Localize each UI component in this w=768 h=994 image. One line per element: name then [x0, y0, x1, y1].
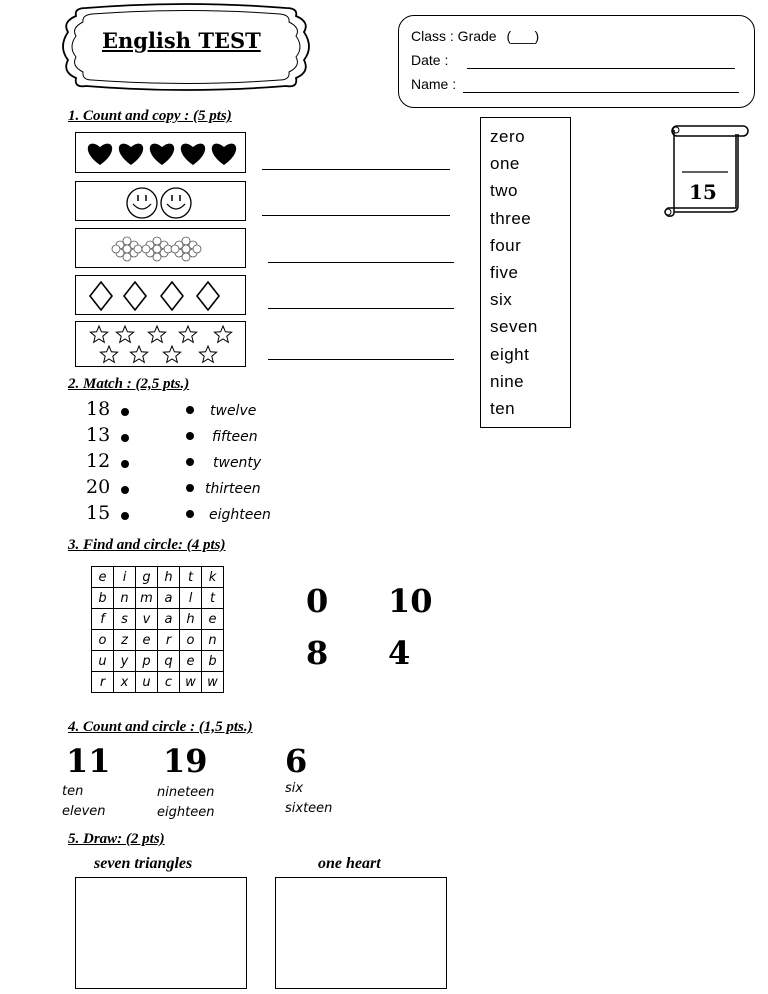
draw-caption-2: one heart — [318, 855, 381, 872]
diamond-icon — [124, 282, 146, 310]
count-box-diamonds — [75, 275, 246, 315]
word-list-item: one — [490, 154, 520, 174]
grid-cell[interactable]: o — [180, 630, 202, 651]
grid-cell[interactable]: o — [92, 630, 114, 651]
word-list-item: nine — [490, 371, 525, 391]
match-number: 12 — [86, 450, 111, 472]
grid-cell[interactable]: c — [158, 672, 180, 693]
grid-cell[interactable]: e — [180, 651, 202, 672]
answer-line-3 — [268, 262, 454, 263]
grid-cell[interactable]: u — [92, 651, 114, 672]
count-number-3: 6 — [285, 742, 308, 780]
scroll-icon — [660, 120, 752, 220]
section1-title: 1. Count and copy : (5 pts) — [68, 108, 232, 124]
count-box-flowers — [75, 228, 246, 268]
match-dot-left[interactable] — [121, 512, 129, 520]
match-word: eighteen — [209, 507, 271, 523]
section4-title: 4. Count and circle : (1,5 pts.) — [68, 719, 253, 735]
match-word: twelve — [210, 403, 257, 419]
score-scroll — [660, 120, 752, 220]
answer-line-5 — [268, 359, 454, 360]
word-list-item: eight — [490, 344, 530, 364]
student-info-box — [398, 15, 755, 108]
match-dot-left[interactable] — [121, 486, 129, 494]
star-icon — [148, 326, 165, 342]
draw-box-1[interactable] — [75, 877, 247, 989]
diamond-icon — [90, 282, 112, 310]
draw-caption-1: seven triangles — [94, 855, 193, 872]
star-icon — [179, 326, 196, 342]
grid-cell[interactable]: h — [158, 567, 180, 588]
flower-icon — [142, 237, 172, 261]
match-number: 13 — [86, 424, 111, 446]
grid-cell[interactable]: q — [158, 651, 180, 672]
smiley-icon — [161, 188, 191, 218]
heart-icon — [88, 144, 112, 165]
grid-cell[interactable]: l — [180, 588, 202, 609]
heart-icon — [119, 144, 143, 165]
match-number: 15 — [86, 502, 111, 524]
word-list-item: zero — [490, 127, 526, 146]
grid-cell[interactable]: u — [136, 672, 158, 693]
grid-cell[interactable]: a — [158, 609, 180, 630]
grid-cell[interactable]: y — [114, 651, 136, 672]
match-dot-right[interactable] — [186, 432, 194, 440]
draw-box-2[interactable] — [275, 877, 447, 989]
option-1b: eleven — [62, 804, 106, 819]
star-icon — [214, 326, 231, 342]
count-box-stars — [75, 321, 246, 367]
star-icon — [130, 346, 147, 362]
word-list-item: seven — [490, 317, 538, 337]
grid-cell[interactable]: k — [202, 567, 224, 588]
grid-cell[interactable]: n — [202, 630, 224, 651]
class-blank: (___) — [506, 28, 540, 44]
answer-line-1 — [262, 169, 450, 170]
section2-title: 2. Match : (2,5 pts.) — [68, 376, 190, 392]
date-label: Date : — [411, 52, 449, 68]
option-1a: ten — [62, 784, 84, 799]
match-dot-right[interactable] — [186, 510, 194, 518]
word-list-item: four — [490, 235, 522, 255]
match-word: thirteen — [205, 481, 261, 497]
option-3b: sixteen — [285, 801, 333, 816]
option-3a: six — [285, 781, 304, 796]
match-number: 20 — [86, 476, 111, 498]
section3-title: 3. Find and circle: (4 pts) — [68, 537, 226, 553]
heart-icon — [150, 144, 174, 165]
count-box-smileys — [75, 181, 246, 221]
word-list-item: five — [490, 262, 519, 282]
grid-cell[interactable]: t — [202, 588, 224, 609]
word-list-item: ten — [490, 398, 516, 418]
heart-icon — [212, 144, 236, 165]
count-number-2: 19 — [163, 742, 208, 780]
match-dot-left[interactable] — [121, 434, 129, 442]
count-number-1: 11 — [66, 742, 111, 780]
grid-cell[interactable]: e — [92, 567, 114, 588]
match-word: twenty — [213, 455, 262, 471]
grid-cell[interactable]: m — [136, 588, 158, 609]
star-icon — [199, 346, 216, 362]
heart-icon — [181, 144, 205, 165]
star-icon — [163, 346, 180, 362]
grid-cell[interactable]: g — [136, 567, 158, 588]
grid-cell[interactable]: w — [180, 672, 202, 693]
grid-cell[interactable]: b — [202, 651, 224, 672]
find-number-8: 8 — [306, 634, 329, 672]
grid-cell[interactable]: p — [136, 651, 158, 672]
smiley-icon — [127, 188, 157, 218]
grid-cell[interactable]: b — [92, 588, 114, 609]
option-2b: eighteen — [157, 805, 215, 820]
match-dot-left[interactable] — [121, 460, 129, 468]
flower-icon — [171, 237, 201, 261]
find-number-0: 0 — [306, 582, 329, 620]
diamond-icon — [197, 282, 219, 310]
date-line — [467, 68, 735, 69]
option-2a: nineteen — [157, 785, 215, 800]
grid-cell[interactable]: e — [202, 609, 224, 630]
star-icon — [100, 346, 117, 362]
grid-cell[interactable]: x — [114, 672, 136, 693]
grid-cell[interactable]: w — [202, 672, 224, 693]
find-number-4: 4 — [388, 634, 411, 672]
name-label: Name : — [411, 76, 457, 92]
match-word: fifteen — [212, 429, 258, 445]
grid-cell[interactable]: f — [92, 609, 114, 630]
count-box-hearts — [75, 132, 246, 173]
match-dot-right[interactable] — [186, 458, 194, 466]
star-icon — [90, 326, 107, 342]
answer-line-4 — [268, 308, 454, 309]
page-title: English TEST — [102, 28, 261, 53]
grid-cell[interactable]: e — [136, 630, 158, 651]
grid-cell[interactable]: h — [180, 609, 202, 630]
grid-cell[interactable]: r — [158, 630, 180, 651]
grid-cell[interactable]: a — [158, 588, 180, 609]
grid-cell[interactable]: t — [180, 567, 202, 588]
word-search-grid — [91, 566, 224, 693]
grid-cell[interactable]: i — [114, 567, 136, 588]
word-list-item: two — [490, 181, 518, 201]
class-label: Class : Grade — [411, 28, 497, 44]
match-dot-right[interactable] — [186, 484, 194, 492]
grid-cell[interactable]: r — [92, 672, 114, 693]
grid-cell[interactable]: z — [114, 630, 136, 651]
grid-cell[interactable]: v — [136, 609, 158, 630]
score-total: 15 — [689, 180, 717, 204]
match-dot-right[interactable] — [186, 406, 194, 414]
match-dot-left[interactable] — [121, 408, 129, 416]
diamond-icon — [161, 282, 183, 310]
section5-title: 5. Draw: (2 pts) — [68, 831, 165, 847]
flower-icon — [112, 237, 142, 261]
title-banner — [58, 2, 314, 92]
word-list-item: three — [490, 208, 532, 228]
number-word-list — [480, 117, 571, 428]
grid-cell[interactable]: s — [114, 609, 136, 630]
answer-line-2 — [262, 215, 450, 216]
star-icon — [116, 326, 133, 342]
match-number: 18 — [86, 398, 111, 420]
name-line — [463, 92, 739, 93]
grid-cell[interactable]: n — [114, 588, 136, 609]
find-number-10: 10 — [388, 582, 433, 620]
word-list-item: six — [490, 290, 513, 310]
